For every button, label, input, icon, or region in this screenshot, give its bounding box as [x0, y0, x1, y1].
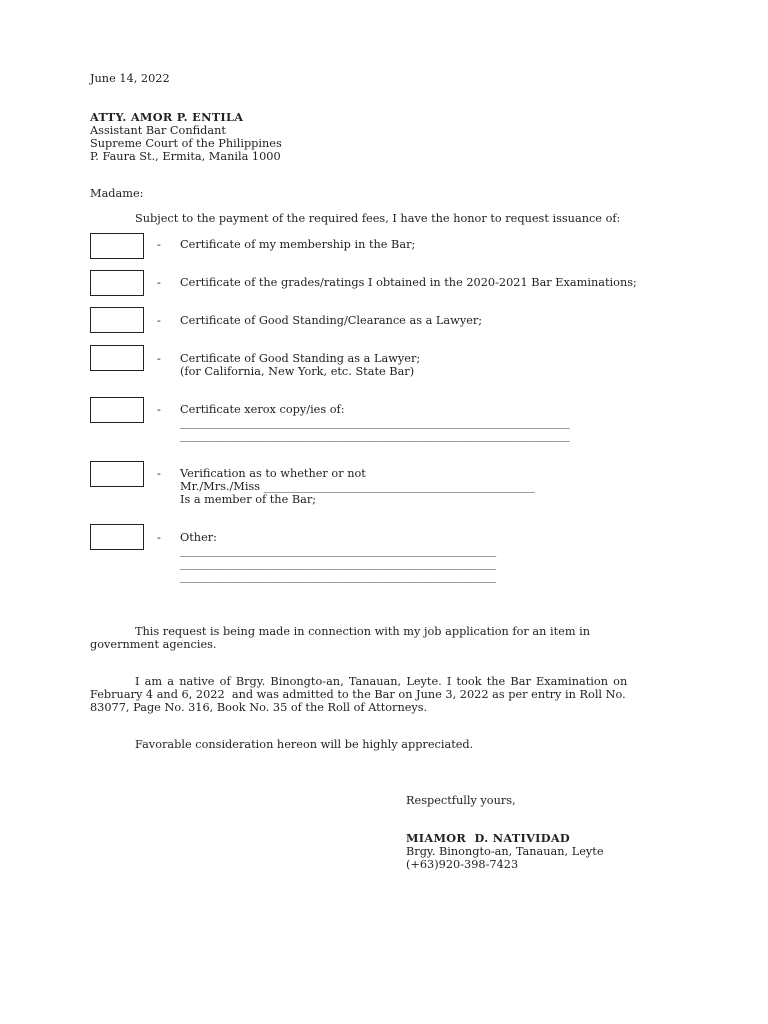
- letter-date: June 14, 2022: [90, 72, 170, 85]
- item-line: Verification as to whether or not: [180, 467, 366, 480]
- item-text: [180, 314, 482, 327]
- intro-text: Subject to the payment of the required fees, I have the honor to request issuance of:: [135, 212, 621, 225]
- item-text: [180, 531, 496, 583]
- item-line: Other:: [180, 531, 217, 544]
- item-dash: -: [157, 403, 161, 416]
- item-line: (for California, New York, etc. State Bar): [180, 365, 415, 378]
- item-line: Certificate of Good Standing/Clearance as a Lawyer;: [180, 314, 483, 327]
- item-dash: -: [157, 314, 161, 327]
- fill-in-line[interactable]: Mr./Mrs./Miss ________________________________________________: [180, 480, 535, 493]
- paragraph-native-line2: February 4 and 6, 2022 and was admitted to the Bar on June 3, 2022 as per entry in Roll No.: [90, 688, 626, 701]
- item-dash: -: [157, 276, 161, 289]
- item-text: [180, 276, 637, 289]
- item-line: Certificate of the grades/ratings I obtained in the 2020-2021 Bar Examinations;: [180, 276, 637, 289]
- paragraph-native-line3: 83077, Page No. 316, Book No. 35 of the Roll of Attorneys.: [90, 701, 428, 714]
- request-checkbox[interactable]: [90, 397, 144, 423]
- addressee-office: Supreme Court of the Philippines: [90, 137, 282, 150]
- item-dash: -: [157, 352, 161, 365]
- closing: Respectfully yours,: [406, 794, 516, 807]
- addressee-name: ATTY. AMOR P. ENTILA: [90, 110, 244, 124]
- fill-in-line[interactable]: _____________________________________________________________________: [180, 429, 570, 442]
- request-checkbox[interactable]: [90, 461, 144, 487]
- paragraph-consideration: Favorable consideration hereon will be highly appreciated.: [135, 738, 474, 751]
- request-checkbox[interactable]: [90, 307, 144, 333]
- item-dash: -: [157, 531, 161, 544]
- item-text: [180, 352, 420, 378]
- sender-name: MIAMOR D. NATIVIDAD: [406, 831, 570, 845]
- addressee-address: P. Faura St., Ermita, Manila 1000: [90, 150, 281, 163]
- item-line: Certificate of Good Standing as a Lawyer;: [180, 352, 421, 365]
- item-line: Certificate of my membership in the Bar;: [180, 238, 416, 251]
- item-dash: -: [157, 238, 161, 251]
- request-checkbox[interactable]: [90, 524, 144, 550]
- item-line: Certificate xerox copy/ies of:: [180, 403, 345, 416]
- fill-in-line[interactable]: ________________________________________________________: [180, 570, 497, 583]
- request-checkbox[interactable]: [90, 233, 144, 259]
- item-dash: -: [157, 467, 161, 480]
- fill-in-line[interactable]: ________________________________________________________: [180, 557, 497, 570]
- addressee-title: Assistant Bar Confidant: [90, 124, 226, 137]
- sender-address: Brgy. Binongto-an, Tanauan, Leyte: [406, 845, 604, 858]
- paragraph-native-line1: I am a native of Brgy. Binongto-an, Tanauan, Leyte. I took the Bar Examination on: [135, 675, 628, 688]
- request-checkbox[interactable]: [90, 270, 144, 296]
- paragraph-purpose-line2: government agencies.: [90, 638, 217, 651]
- item-text: [180, 467, 535, 506]
- item-text: [180, 238, 415, 251]
- paragraph-purpose-line1: This request is being made in connection with my job application for an item in: [135, 625, 591, 638]
- fill-in-line[interactable]: _____________________________________________________________________: [180, 416, 570, 429]
- sender-phone: (+63)920-398-7423: [406, 858, 519, 871]
- item-text: [180, 403, 570, 442]
- salutation: Madame:: [90, 187, 144, 200]
- fill-in-line[interactable]: ________________________________________________________: [180, 544, 497, 557]
- request-checkbox[interactable]: [90, 345, 144, 371]
- item-line: Is a member of the Bar;: [180, 493, 317, 506]
